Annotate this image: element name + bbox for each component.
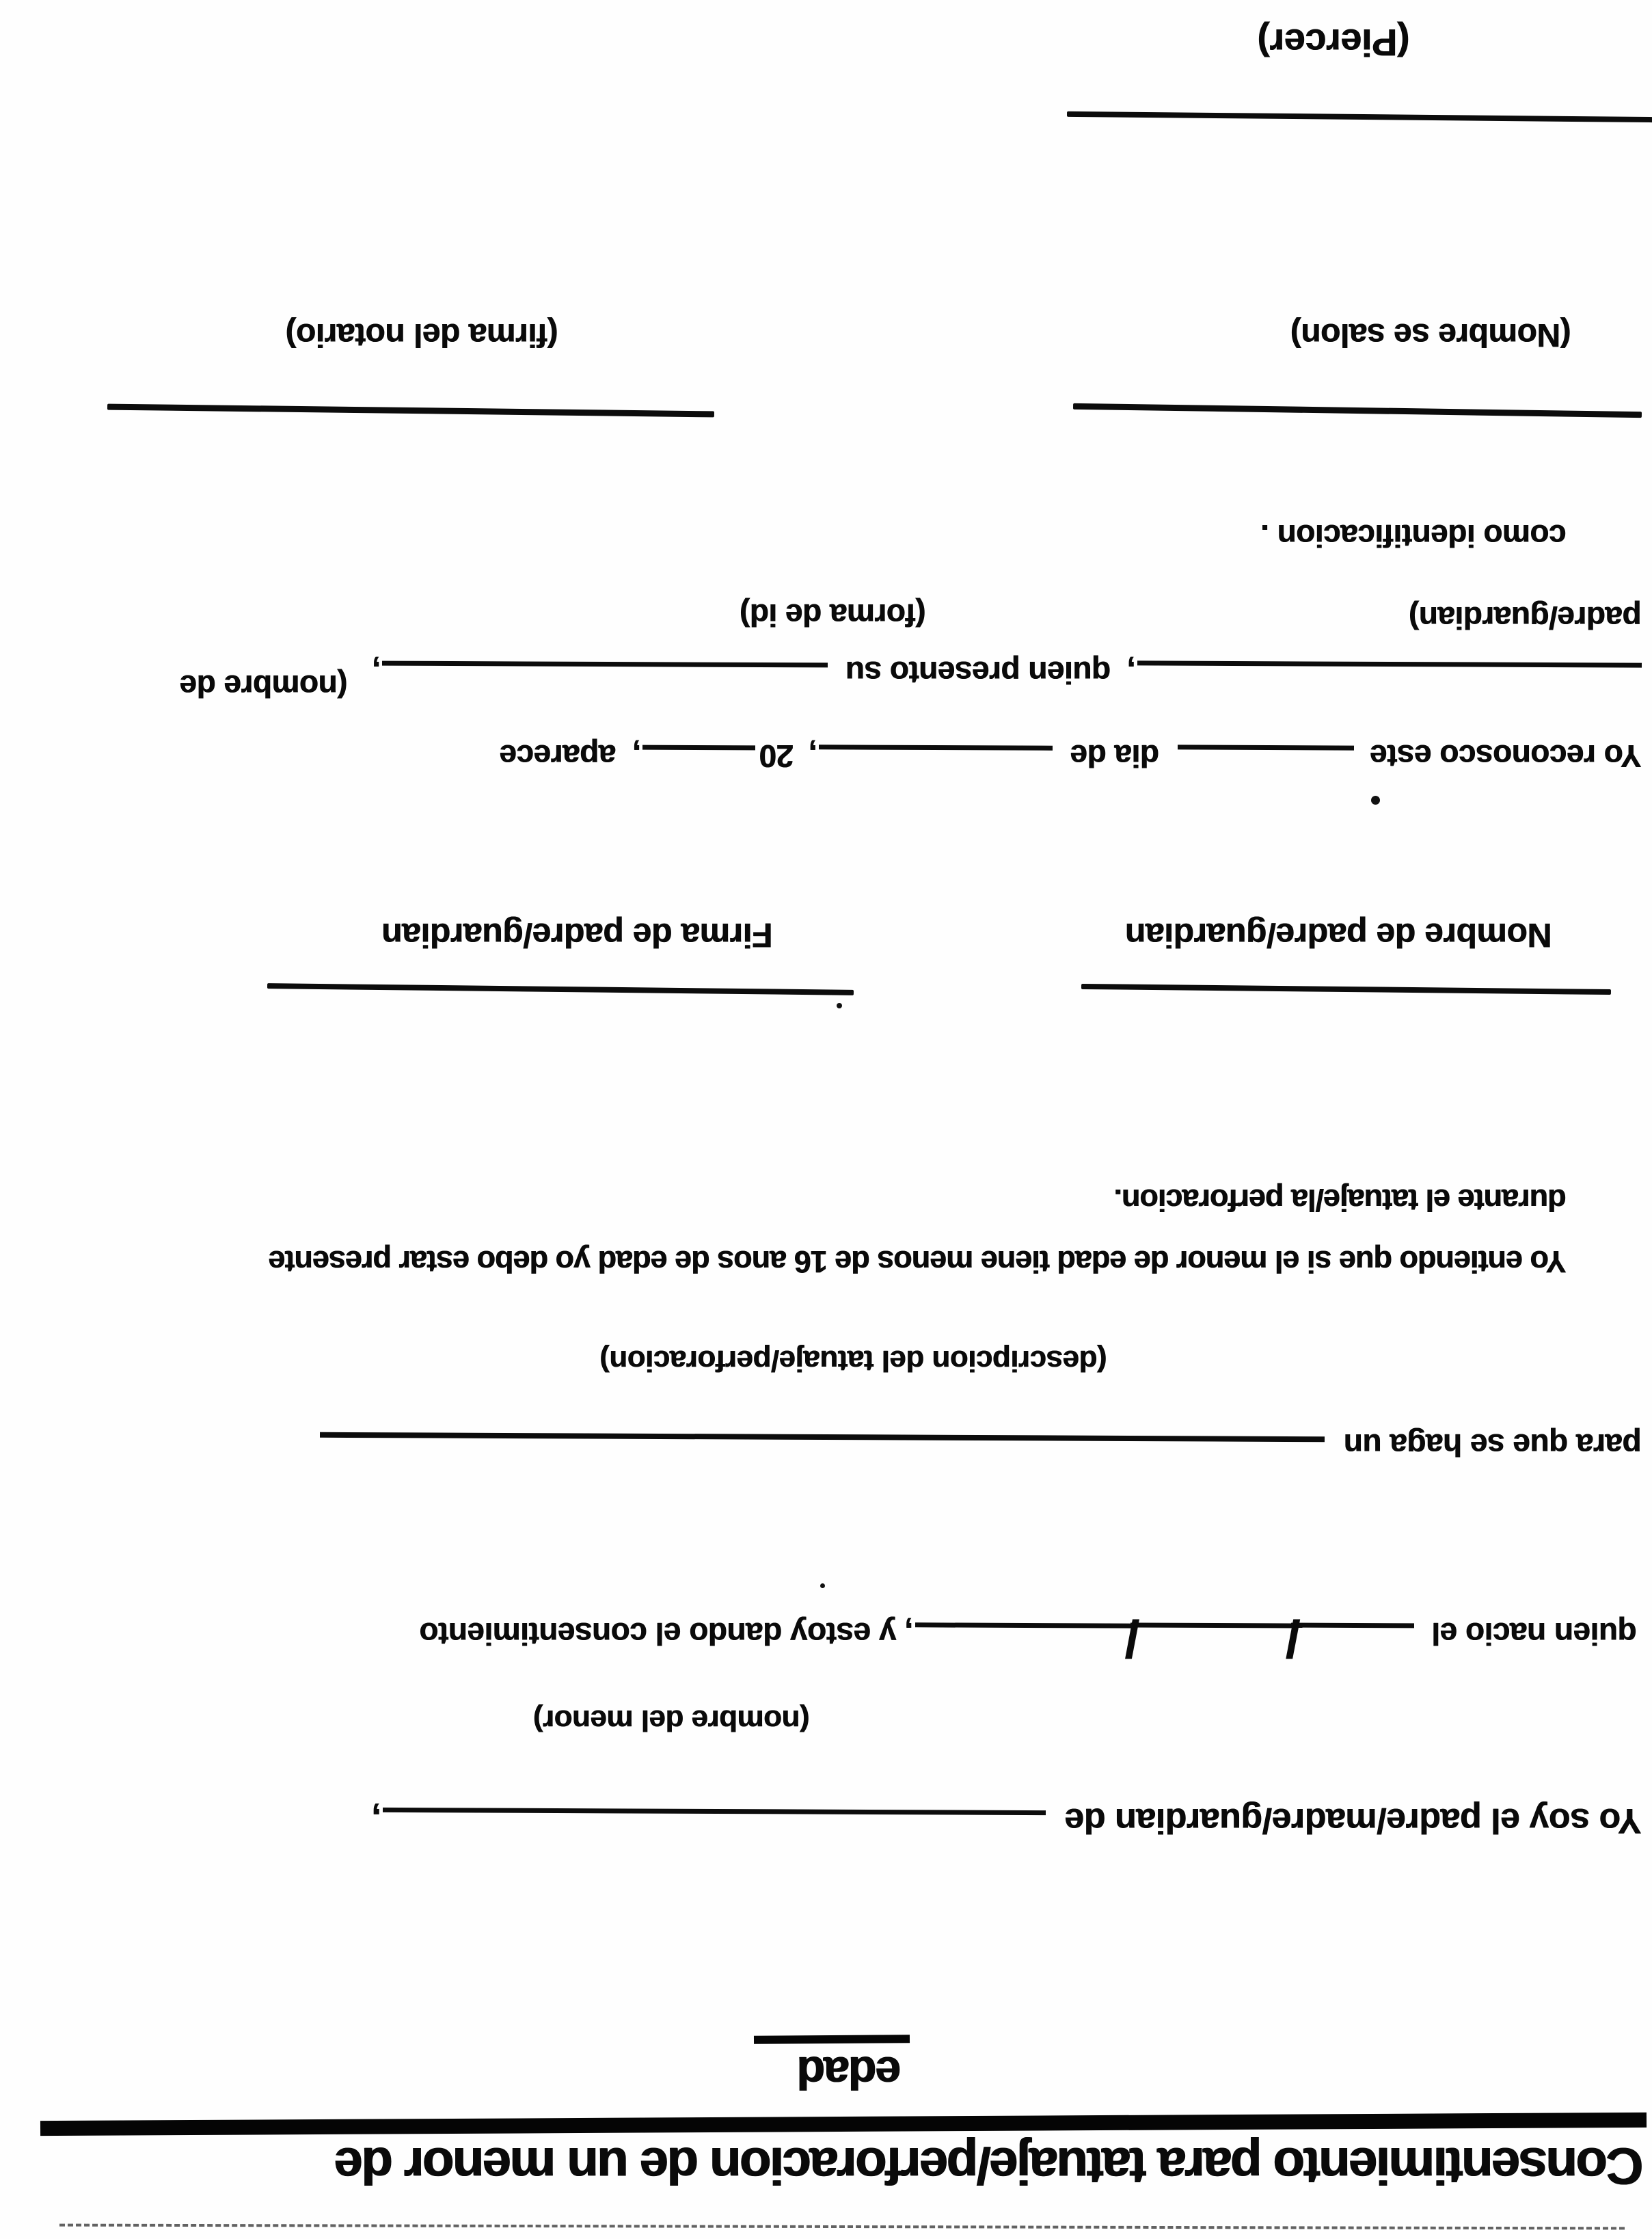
presented-lead-text: quien presento su: [845, 655, 1111, 691]
comma-mark: ,: [809, 738, 818, 774]
consent-trail-text: y estoy dando el consentimiento: [420, 1616, 897, 1652]
id-form-blank: [382, 661, 828, 669]
notary-ack-row: [500, 738, 1642, 775]
comma-mark: ,: [905, 1616, 914, 1652]
title-line2-underline: [754, 2035, 910, 2044]
birth-day-blank: [1291, 1623, 1414, 1630]
month-blank: [819, 745, 1053, 751]
comma-mark: ,: [373, 655, 381, 691]
guardian-name-label: Nombre de padre/guardian: [1125, 916, 1552, 954]
comma-mark: ,: [1127, 655, 1136, 691]
procedure-description-note: (descripcion del tatuaje/perforacion): [600, 1344, 1107, 1378]
notary-ack-lead-text: Yo reconosco este: [1370, 738, 1642, 774]
notary-signature-label: (firma del notario): [286, 317, 558, 353]
scan-speck: [820, 1583, 825, 1588]
title-underline: [40, 2113, 1647, 2136]
guardian-signature-label: Firma de padre/guardian: [382, 916, 773, 954]
notary-signature-line: [107, 404, 714, 418]
salon-name-label: (Nombre se salon): [1290, 317, 1571, 353]
presence-statement-line1: Yo entiendo que si el menor de edad tiene menos de 16 anos de edad yo debo estar presente: [269, 1244, 1567, 1279]
form-title-line1: Consentimiento para tatuaje/perforacion de un menor de: [336, 2136, 1644, 2195]
guardian-statement-text: Yo soy el padre/madre/guardian de: [1065, 1801, 1642, 1840]
guardian-signature-line: [267, 983, 854, 995]
piercer-label: (Piercer): [1258, 21, 1410, 64]
piercer-signature-line: [1067, 111, 1652, 122]
birth-year-blank: [915, 1622, 1132, 1629]
procedure-description-blank: [320, 1432, 1325, 1443]
form-title-line2: edad: [798, 2047, 902, 2099]
dia-de-text: dia de: [1070, 738, 1160, 774]
procedure-row: [320, 1427, 1642, 1464]
minor-name-note: (nombre del menor): [533, 1704, 810, 1737]
comma-mark: ,: [372, 1801, 382, 1840]
scan-artifact-line: [59, 2224, 1625, 2230]
year-prefix-text: 20: [759, 738, 794, 774]
guardian-appearing-name-blank: [1137, 660, 1642, 669]
id-form-note: (forma de id): [740, 598, 926, 633]
year-blank: [642, 745, 755, 752]
day-number-blank: [1178, 745, 1354, 751]
name-wrap-bottom-text: padre/guardian): [1409, 600, 1642, 636]
name-wrap-top-text: (nombre de: [180, 669, 348, 704]
guardian-name-line: [1081, 984, 1611, 995]
presence-statement-line2: durante el tatuaje/la perforacion.: [1114, 1183, 1567, 1218]
birthdate-lead-text: quien nacio el: [1432, 1616, 1637, 1652]
procedure-lead-text: para que se haga un: [1344, 1427, 1642, 1463]
minor-name-blank: [383, 1808, 1046, 1816]
scan-speck: [1371, 796, 1380, 805]
birth-month-blank: [1130, 1622, 1293, 1629]
birthdate-consent-row: quien nacio el //, y estoy dando el consentimiento: [420, 1609, 1637, 1669]
aparece-text: aparece: [500, 738, 617, 774]
notary-id-row: [180, 654, 1642, 704]
identification-closing-text: como identificacion .: [1260, 518, 1567, 554]
scan-speck: [837, 1003, 842, 1008]
comma-mark: ,: [633, 738, 642, 774]
guardian-statement-row: [372, 1800, 1642, 1841]
salon-name-line: [1073, 403, 1642, 418]
